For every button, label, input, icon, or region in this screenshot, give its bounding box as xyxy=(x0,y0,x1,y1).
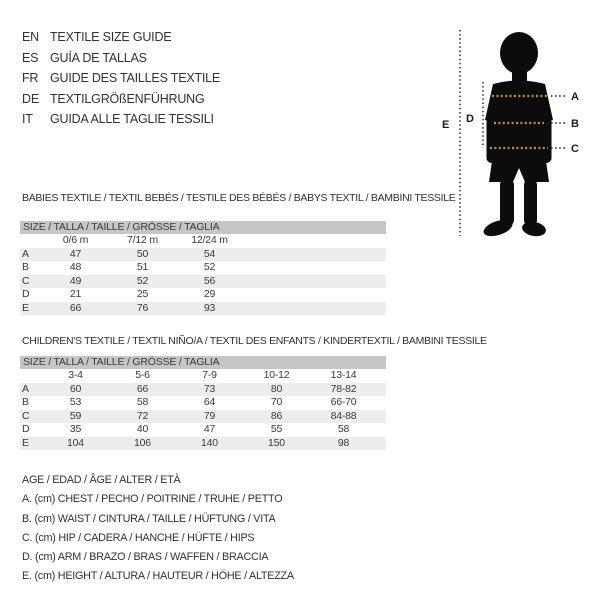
table-row xyxy=(20,396,386,410)
table-row xyxy=(20,437,386,451)
table-cell: 54 xyxy=(203,247,216,260)
row-label: E xyxy=(22,436,29,449)
column-header: 7-9 xyxy=(202,369,217,381)
language-row xyxy=(22,89,220,110)
table-cell: 79 xyxy=(203,409,216,422)
label-d: D xyxy=(466,113,474,125)
table-cell: 25 xyxy=(136,288,149,300)
language-code: ES xyxy=(22,50,39,65)
row-label: E xyxy=(22,301,29,314)
babies-size-header: SIZE / TALLA / TAILLE / GRÖSSE / TAGLIA xyxy=(20,221,386,234)
legend-height: E. (cm) HEIGHT / ALTURA / HAUTEUR / HÖHE / ALTEZZA xyxy=(22,570,294,583)
legend-arm: D. (cm) ARM / BRAZO / BRAS / WAFFEN / BRACCIA xyxy=(22,551,269,564)
row-label: C xyxy=(22,409,30,422)
babies-size-table xyxy=(20,221,386,315)
table-cell: 73 xyxy=(203,382,216,395)
table-cell: 35 xyxy=(69,423,82,435)
row-label: A xyxy=(22,247,29,260)
table-row xyxy=(20,248,386,262)
measurement-figure xyxy=(438,25,598,240)
language-code: FR xyxy=(22,71,39,85)
language-code: EN xyxy=(22,30,39,44)
column-header: 13-14 xyxy=(330,369,357,381)
silhouette-leg-right xyxy=(524,179,537,226)
row-label: A xyxy=(22,382,29,395)
table-cell: 84-88 xyxy=(330,409,357,422)
table-cell: 40 xyxy=(136,423,149,435)
table-cell: 56 xyxy=(203,274,216,287)
table-cell: 49 xyxy=(69,274,82,287)
table-cell: 66-70 xyxy=(330,396,357,408)
children-size-table xyxy=(20,356,386,450)
language-row xyxy=(22,109,220,130)
children-size-header: SIZE / TALLA / TAILLE / GRÖSSE / TAGLIA xyxy=(20,356,386,369)
label-e: E xyxy=(442,119,450,131)
label-b: B xyxy=(571,118,579,130)
table-cell: 140 xyxy=(201,436,218,449)
table-row xyxy=(20,275,386,289)
legend-hip: C. (cm) HIP / CADERA / HANCHE / HÜFTE / HIPS xyxy=(22,531,255,544)
child-silhouette-diagram xyxy=(438,25,598,240)
table-row xyxy=(20,423,386,437)
table-cell: 93 xyxy=(203,301,216,314)
language-title: GUÍA DE TALLAS xyxy=(50,50,147,65)
table-cell: 55 xyxy=(270,423,283,435)
table-cell: 47 xyxy=(203,423,216,435)
table-cell: 50 xyxy=(136,247,149,260)
column-header: 0/6 m xyxy=(62,234,89,246)
row-label: D xyxy=(22,423,30,435)
table-row xyxy=(20,410,386,424)
table-cell: 58 xyxy=(136,396,149,408)
table-cell: 150 xyxy=(268,436,285,449)
table-cell: 60 xyxy=(69,382,82,395)
language-row xyxy=(22,27,220,48)
silhouette-leg-left xyxy=(500,179,514,226)
column-header: 3-4 xyxy=(68,369,83,381)
language-title: GUIDA ALLE TAGLIE TESSILI xyxy=(50,112,214,126)
table-cell: 80 xyxy=(270,382,283,395)
row-label: B xyxy=(22,261,29,273)
language-code: DE xyxy=(22,91,39,106)
language-row xyxy=(22,68,220,89)
column-header: 7/12 m xyxy=(127,234,158,246)
table-row xyxy=(20,288,386,302)
babies-section-title: BABIES TEXTILE / TEXTIL BEBÉS / TESTILE DES BÉBÉS / BABYS TEXTIL / BAMBINI TESSILE xyxy=(22,192,456,204)
label-c: C xyxy=(571,143,579,155)
silhouette-shorts xyxy=(489,147,549,182)
table-cell: 78-82 xyxy=(330,382,357,395)
language-title: TEXTILGRÖßENFÜHRUNG xyxy=(50,91,205,106)
table-cell: 66 xyxy=(136,382,149,395)
table-cell: 47 xyxy=(69,247,82,260)
table-cell: 48 xyxy=(69,261,82,273)
language-title: TEXTILE SIZE GUIDE xyxy=(50,30,172,44)
language-list xyxy=(22,27,220,130)
row-label: D xyxy=(22,288,30,300)
table-cell: 52 xyxy=(136,274,149,287)
table-row xyxy=(20,261,386,275)
language-code: IT xyxy=(22,112,33,126)
column-header: 10-12 xyxy=(263,369,290,381)
table-cell: 106 xyxy=(134,436,151,449)
table-cell: 59 xyxy=(69,409,82,422)
table-row xyxy=(20,302,386,316)
child-silhouette xyxy=(482,32,553,239)
table-row xyxy=(20,383,386,397)
table-cell: 86 xyxy=(270,409,283,422)
column-header: 12/24 m xyxy=(191,234,228,246)
column-header: 5-6 xyxy=(135,369,150,381)
table-cell: 64 xyxy=(203,396,216,408)
table-cell: 21 xyxy=(69,288,82,300)
legend-chest: A. (cm) CHEST / PECHO / POITRINE / TRUHE / PETTO xyxy=(22,493,283,506)
language-row xyxy=(22,48,220,69)
table-cell: 29 xyxy=(203,288,216,300)
label-a: A xyxy=(571,91,579,103)
corner-cell xyxy=(20,234,42,248)
table-cell: 51 xyxy=(136,261,149,273)
row-label: C xyxy=(22,274,30,287)
legend-age: AGE / EDAD / ÂGE / ALTER / ETÀ xyxy=(22,474,181,486)
table-cell: 76 xyxy=(136,301,149,314)
children-columns-row xyxy=(20,369,386,383)
language-title: GUIDE DES TAILLES TEXTILE xyxy=(50,71,221,85)
table-cell: 52 xyxy=(203,261,216,273)
table-cell: 66 xyxy=(69,301,82,314)
children-section-title: CHILDREN'S TEXTILE / TEXTIL NIÑO/A / TEXTIL DES ENFANTS / KINDERTEXTIL / BAMBINI TESSILE xyxy=(22,335,487,347)
row-label: B xyxy=(22,396,29,408)
table-cell: 72 xyxy=(136,409,149,422)
table-cell: 98 xyxy=(337,436,350,449)
table-cell: 70 xyxy=(270,396,283,408)
babies-columns-row xyxy=(20,234,386,248)
measurement-legend xyxy=(22,471,294,587)
table-cell: 104 xyxy=(67,436,84,449)
legend-waist: B. (cm) WAIST / CINTURA / TAILLE / HÜFTUNG / VITA xyxy=(22,512,276,525)
table-cell: 53 xyxy=(69,396,82,408)
silhouette-neck xyxy=(512,65,527,81)
corner-cell xyxy=(20,369,42,383)
table-cell: 58 xyxy=(337,423,350,435)
